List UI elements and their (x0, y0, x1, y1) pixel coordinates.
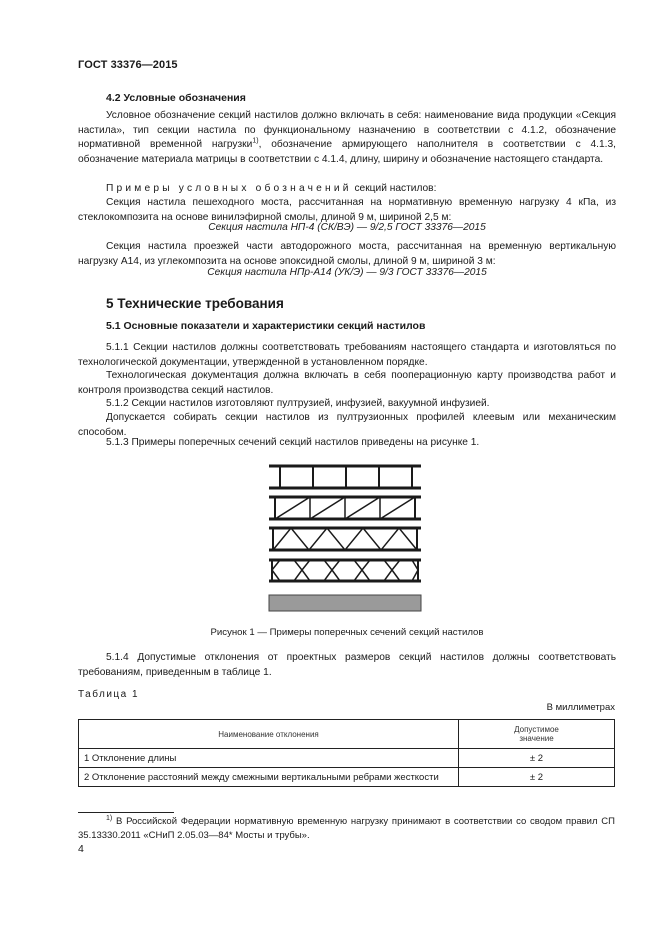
table-row (79, 749, 615, 768)
section-4-2-title: 4.2 Условные обозначения (106, 92, 246, 104)
paragraph-5-1-1: 5.1.1 Секции настилов должны соответствовать требованиям настоящего стандарта и изготовляться по технологической документации, утвержденной в установленном порядке. (78, 342, 616, 368)
paragraph-5-1-2: 5.1.2 Секции настилов изготовляют пултрузией, инфузией, вакуумной инфузией. (106, 398, 490, 409)
table-cell-value: ± 2 (459, 749, 615, 768)
column-header-deviation: Наименование отклонения (79, 720, 459, 749)
cross-section-solid-plate (269, 595, 421, 611)
section-5-title: 5 Технические требования (106, 296, 284, 311)
table-cell-name: 2 Отклонение расстояний между смежными вертикальными ребрами жесткости (79, 768, 459, 787)
column-header-allowed-value (459, 720, 615, 749)
footnote-divider (78, 812, 174, 813)
footnote: $^{1)}$ В Российской Федерации нормативную временную нагрузку принимают в соответствии со сводом правил СП 35.13330.2011 «СНиП 2.05.03—84* Мосты и трубы». (78, 814, 615, 841)
example-1-designation: Секция настила НП-4 (СК/ВЭ) — 9/2,5 ГОСТ 33376—2015 (208, 222, 486, 233)
paragraph-5-1-3: 5.1.3 Примеры поперечных сечений секций настилов приведены на рисунке 1. (106, 437, 480, 448)
cross-section-rectangular (269, 466, 421, 488)
section-5-1-title: 5.1 Основные показатели и характеристики секций настилов (106, 320, 426, 332)
table-header-row (79, 720, 615, 749)
doc-header: ГОСТ 33376—2015 (78, 59, 178, 71)
table-cell-value: ± 2 (459, 768, 615, 787)
paragraph-5-1-1-b: Технологическая документация должна включать в себя пооперационную карту производства работ и контроля производства секций настилов. (78, 370, 616, 396)
example-2-text: Секция настила проезжей части автодорожного моста, рассчитанная на временную вертикальную нагрузку А14, из углекомпозита на основе эпоксидной смолы, длиной 9 м, шириной 3 м: (78, 241, 616, 267)
cross-section-hexagonal (269, 560, 421, 581)
table-row (79, 768, 615, 787)
cross-section-diagonal-truss (269, 497, 421, 519)
table-1-title: Таблица 1 (78, 689, 140, 700)
table-1 (78, 719, 615, 787)
column-header-allowed-line2: значение (519, 734, 554, 743)
column-header-allowed-line1: Допустимое (514, 725, 559, 734)
figure-1-caption: Рисунок 1 — Примеры поперечных сечений секций настилов (210, 627, 484, 638)
table-cell-name: 1 Отклонение длины (79, 749, 459, 768)
cross-section-triangular-truss (269, 528, 421, 550)
paragraph-4-2-intro: Условное обозначение секций настилов должно включать в себя: наименование вида продукции «Секция настила», тип секции настила по функциональному назначению в соответствии с 4.1.2, обозначение нормативной временной нагрузки$^{1)}$, обозначение армирующего наполнителя в соответствии с 4.1.3, обозначение материала матрицы в соответствии с 4.1.4, длину, ширину и обозначение настоящего стандарта. (78, 110, 616, 165)
paragraph-5-1-2-b: Допускается собирать секции настилов из пултрузионных профилей клеевым или механическим способом. (78, 412, 616, 438)
example-1-text: Секция настила пешеходного моста, рассчитанная на нормативную временную нагрузку 4 кПа, из стеклокомпозита на основе винилэфирной смолы, длиной 9 м, шириной 2,5 м: (78, 197, 616, 223)
examples-intro: Примеры условных обозначений секций настилов: (106, 183, 437, 194)
table-1-units: В миллиметрах (546, 702, 615, 713)
page-number: 4 (78, 843, 84, 855)
example-2-designation: Секция настила НПр-А14 (УК/Э) — 9/3 ГОСТ 33376—2015 (207, 267, 487, 278)
paragraph-5-1-4: 5.1.4 Допустимые отклонения от проектных размеров секций настилов должны соответствовать требованиям, приведенным в таблице 1. (78, 652, 616, 678)
figure-1-cross-sections (266, 460, 426, 616)
